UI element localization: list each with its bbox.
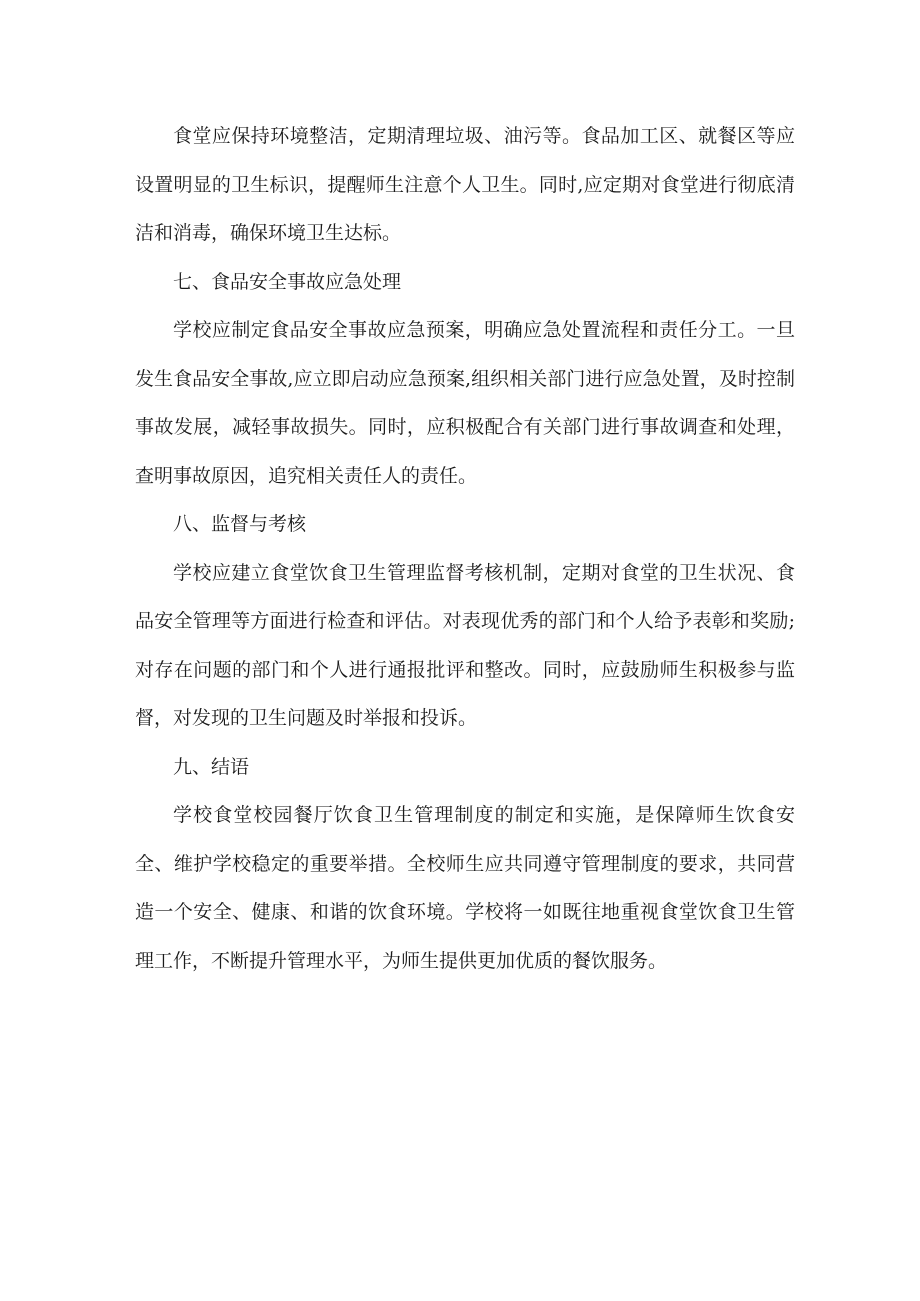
section-heading-conclusion: 九、结语 [173,755,250,778]
section-heading-supervision: 八、监督与考核 [173,513,307,535]
paragraph-conclusion: 学校食堂校园餐厅饮食卫生管理制度的制定和实施，是保障师生饮食安全、维护学校稳定的重要举措。全校师生应共同遵守管理制度的要求，共同营造一个安全、健康、和谐的饮食环境。学校将一如既往地重视食堂饮食卫生管理工作，不断提升管理水平，为师生提供更加优质的餐饮服务。 [135,804,795,972]
document-body [135,112,795,985]
paragraph-environment-cleanliness: 食堂应保持环境整洁，定期清理垃圾、油污等。食品加工区、就餐区等应设置明显的卫生标识，提醒师生注意个人卫生。同时,应定期对食堂进行彻底清洁和消毒，确保环境卫生达标。 [135,125,795,244]
paragraph-emergency-response: 学校应制定食品安全事故应急预案，明确应急处置流程和责任分工。一旦发生食品安全事故,应立即启动应急预案,组织相关部门进行应急处置，及时控制事故发展，减轻事故损失。同时，应积极配合有关部门进行事故调查和处理，查明事故原因，追究相关责任人的责任。 [135,319,795,487]
section-heading-emergency: 七、食品安全事故应急处理 [173,270,402,293]
paragraph-supervision-assessment: 学校应建立食堂饮食卫生管理监督考核机制，定期对食堂的卫生状况、食品安全管理等方面进行检查和评估。对表现优秀的部门和个人给予表彰和奖励;对存在问题的部门和个人进行通报批评和整改。同时，应鼓励师生积极参与监督，对发现的卫生问题及时举报和投诉。 [135,561,795,729]
